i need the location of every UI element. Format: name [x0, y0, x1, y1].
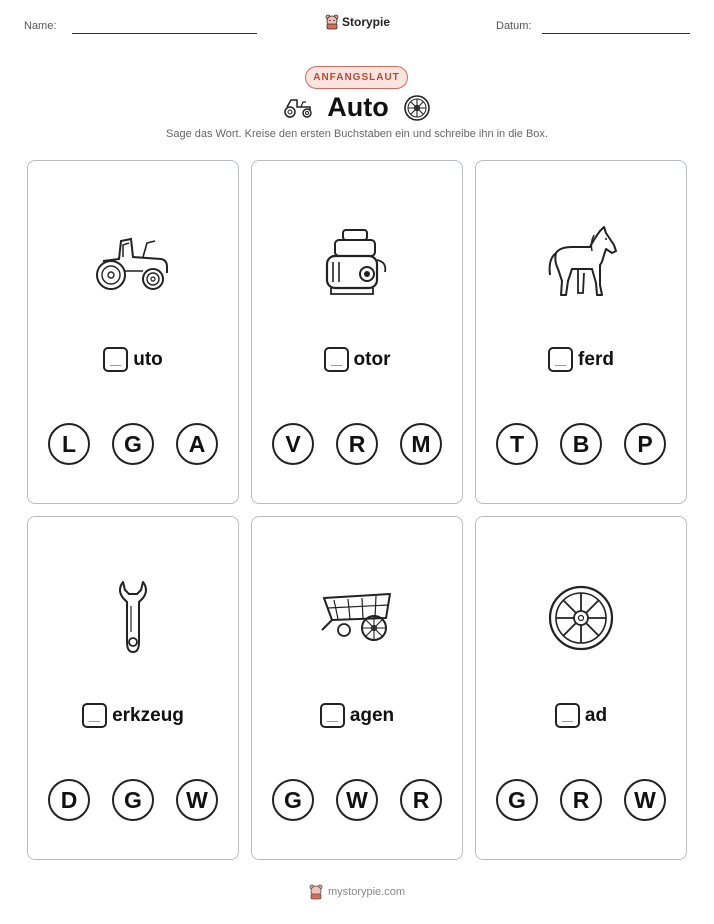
letter-choices	[28, 423, 238, 465]
tractor-small-icon	[283, 98, 313, 118]
letter-choice[interactable]: D	[48, 779, 90, 821]
wheel-icon	[547, 584, 615, 652]
page-title: Auto	[327, 92, 389, 122]
wheel-small-icon	[403, 94, 431, 122]
word-fragment: uto	[133, 348, 163, 370]
card-wrench	[27, 516, 239, 860]
answer-box[interactable]	[320, 703, 345, 728]
date-label: Datum:	[496, 20, 532, 32]
card-horse	[475, 160, 687, 504]
word-fragment: ferd	[578, 348, 614, 370]
bear-icon	[309, 884, 323, 900]
wagon-icon	[320, 590, 394, 646]
answer-box[interactable]	[548, 347, 573, 372]
card-tractor	[27, 160, 239, 504]
letter-choice[interactable]: W	[336, 779, 378, 821]
answer-box[interactable]	[555, 703, 580, 728]
answer-box[interactable]	[82, 703, 107, 728]
card-wheel	[475, 516, 687, 860]
engine-icon	[321, 226, 393, 298]
horse-icon	[542, 225, 620, 299]
letter-choice[interactable]: L	[48, 423, 90, 465]
letter-choices	[252, 423, 462, 465]
card-wagon	[251, 516, 463, 860]
letter-choice[interactable]: M	[400, 423, 442, 465]
wrench-icon	[113, 578, 153, 658]
letter-choices	[476, 423, 686, 465]
letter-choice[interactable]: V	[272, 423, 314, 465]
category-badge: ANFANGSLAUT	[305, 66, 408, 89]
bear-icon	[325, 14, 339, 30]
name-label: Name:	[24, 20, 57, 32]
letter-choice[interactable]: G	[112, 779, 154, 821]
letter-choice[interactable]: W	[624, 779, 666, 821]
letter-choice[interactable]: R	[560, 779, 602, 821]
letter-choice[interactable]: G	[496, 779, 538, 821]
letter-choice[interactable]: W	[176, 779, 218, 821]
answer-box[interactable]	[324, 347, 349, 372]
title-row	[0, 92, 714, 123]
letter-choices	[252, 779, 462, 821]
letter-choices	[28, 779, 238, 821]
card-engine	[251, 160, 463, 504]
word-fragment: ad	[584, 704, 608, 726]
word-fragment: otor	[353, 348, 391, 370]
name-line[interactable]	[72, 33, 257, 34]
letter-choice[interactable]: R	[336, 423, 378, 465]
letter-choice[interactable]: A	[176, 423, 218, 465]
letter-choice[interactable]: B	[560, 423, 602, 465]
brand-logo	[325, 14, 390, 30]
answer-box[interactable]	[103, 347, 128, 372]
letter-choices	[476, 779, 686, 821]
letter-choice[interactable]: T	[496, 423, 538, 465]
letter-choice[interactable]: R	[400, 779, 442, 821]
header	[24, 14, 690, 40]
letter-choice[interactable]: G	[272, 779, 314, 821]
letter-choice[interactable]: P	[624, 423, 666, 465]
letter-choice[interactable]: G	[112, 423, 154, 465]
footer	[0, 884, 714, 900]
word-fragment: agen	[349, 704, 395, 726]
brand-name: Storypie	[342, 15, 391, 29]
word-fragment: erkzeug	[112, 704, 184, 726]
instructions: Sage das Wort. Kreise den ersten Buchstaben ein und schreibe ihn in die Box.	[166, 128, 548, 140]
tractor-icon	[93, 227, 173, 297]
date-line[interactable]	[542, 33, 690, 34]
footer-link[interactable]: mystorypie.com	[327, 886, 406, 898]
